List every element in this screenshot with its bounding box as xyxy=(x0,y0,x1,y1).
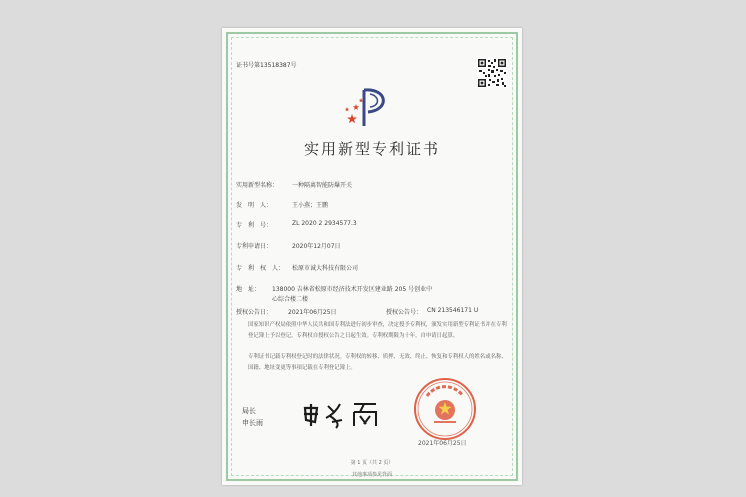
field-label-announce-no: 授权公告号： xyxy=(386,309,423,316)
page-title: 实用新型专利证书 xyxy=(303,140,440,158)
field-label-patent-no: 专 利 号： xyxy=(236,222,273,229)
field-value-address: 138000 吉林省松原市经济技术开发区建业路 205 号创业中 xyxy=(272,286,433,293)
field-value-inventor: 王小燕；王鹏 xyxy=(292,202,329,209)
field-value-patentee: 松原市诚大科技有限公司 xyxy=(292,265,359,272)
patent-certificate xyxy=(222,28,522,485)
certificate-number: 证书号第13518387号 xyxy=(236,62,297,69)
field-label-filing-date: 专利申请日： xyxy=(236,243,273,250)
signature-icon xyxy=(300,398,390,430)
field-value-announce-date: 2021年06月25日 xyxy=(288,309,337,316)
field-value-name: 一种隔离智能防爆开关 xyxy=(292,182,353,189)
footer-note: 其他事项参见背面 xyxy=(351,472,392,478)
director-title: 局长 xyxy=(242,407,256,415)
field-value-filing-date: 2020年12月07日 xyxy=(292,243,341,250)
field-value-address-line2: 心综合楼二楼 xyxy=(272,296,309,303)
statement-paragraph-2: 专利证书记载专利权登记时的法律状况。专利权的转移、质押、无效、终止、恢复和专利权人的姓名或名称、国籍、地址变更等事项记载在专利登记簿上。 xyxy=(248,354,507,371)
patent-office-logo-icon xyxy=(340,86,400,128)
qr-code-icon xyxy=(477,58,507,88)
field-label-announce-date: 授权公告日： xyxy=(236,309,273,316)
field-value-patent-no: ZL 2020 2 2934577.3 xyxy=(292,220,357,227)
field-label-address: 地 址： xyxy=(236,286,261,293)
official-seal-icon xyxy=(412,376,478,442)
seal-date: 2021年06月25日 xyxy=(418,440,467,447)
field-label-patentee: 专 利 权 人： xyxy=(236,265,285,272)
field-label-name: 实用新型名称： xyxy=(236,182,279,189)
statement-paragraph-1: 国家知识产权局依照中华人民共和国专利法进行初步审查，决定授予专利权，颁发实用新型专利证书并在专利登记簿上予以登记。专利权自授权公告之日起生效。专利权期限为十年，自申请日起算。 xyxy=(248,322,507,339)
page-number: 第 1 页（共 2 页） xyxy=(350,460,394,466)
field-label-inventor: 发 明 人： xyxy=(236,202,273,209)
director-name: 申长雨 xyxy=(242,419,263,427)
field-value-announce-no: CN 213546171 U xyxy=(427,307,479,314)
